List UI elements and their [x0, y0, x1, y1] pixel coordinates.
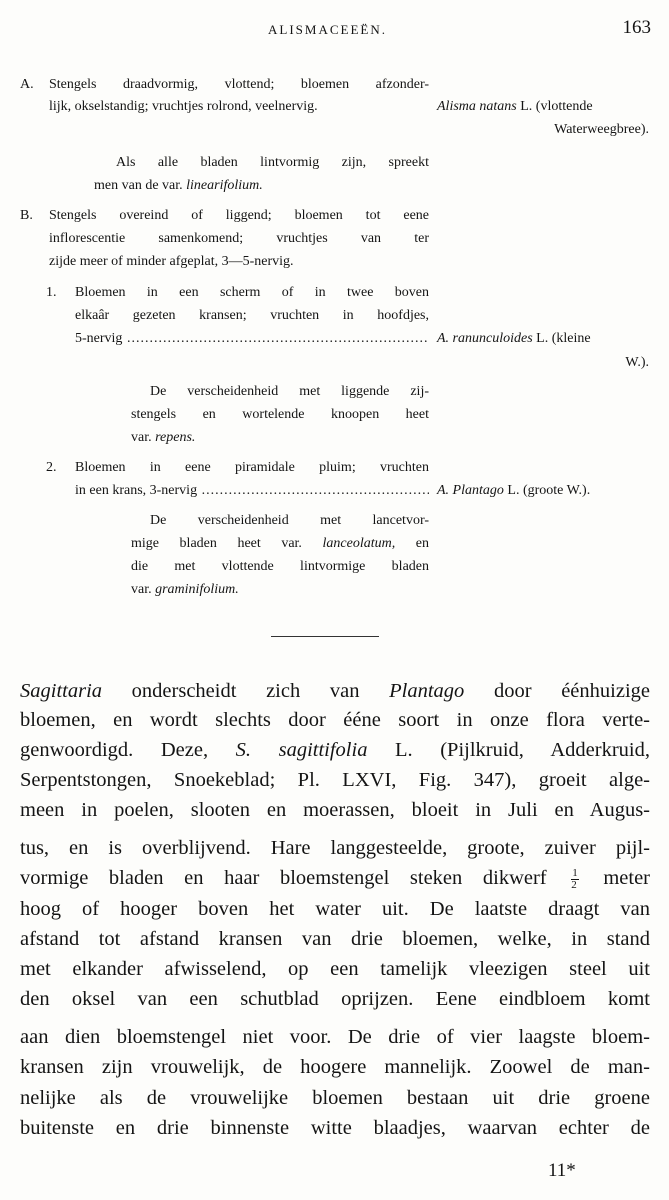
section-divider — [271, 636, 379, 637]
variety-note: Als alle bladen lintvormig zijn, spreekt — [116, 155, 429, 170]
key-b2-line-leader: in een krans, 3-nervig ..... — [75, 480, 429, 501]
key-b1-line: elkaâr gezeten kransen; vruchten in hoofdjes, — [75, 308, 429, 323]
key-b1-line-leader: 5-nervig ..... — [75, 328, 429, 349]
body-line: kransen zijn vrouwelijk, de hoogere mannelijk. Zoowel de man- — [20, 1056, 650, 1078]
body-line: tus, en is overblijvend. Hare langgesteelde, groote, zuiver pijl- — [20, 837, 650, 859]
variety-note: De verscheidenheid met liggende zij- — [150, 384, 429, 399]
page-number: 163 — [622, 17, 651, 38]
key-b1-line: Bloemen in een scherm of in twee boven — [75, 285, 429, 300]
body-line: meen in poelen, slooten en moerassen, bloeit in Juli en Augus- — [20, 799, 650, 821]
key-b-line: inflorescentie samenkomend; vruchtjes van ter — [49, 231, 429, 246]
body-line: Sagittaria onderscheidt zich van Plantago door éénhuizige — [20, 680, 650, 702]
variety-note: men van de var. linearifolium. — [94, 178, 263, 193]
body-line: genwoordigd. Deze, S. sagittifolia L. (Pijlkruid, Adderkruid, — [20, 739, 650, 761]
variety-note: die met vlottende lintvormige bladen — [131, 559, 429, 574]
body-line: den oksel van een schutblad oprijzen. Eene eindbloem komt — [20, 988, 650, 1010]
species-common-name: W.). — [625, 355, 649, 370]
key-b-line: Stengels overeind of liggend; bloemen tot eene — [49, 208, 429, 223]
species-alisma-plantago: A. Plantago L. (groote W.). — [437, 483, 591, 498]
key-a-line: lijk, okselstandig; vruchtjes rolrond, veelnervig. — [49, 99, 318, 114]
body-line: bloemen, en wordt slechts door ééne soort in onze flora verte- — [20, 709, 650, 731]
body-line: met elkander afwisselend, op een tamelijk vleezigen steel uit — [20, 958, 650, 980]
body-line: Serpentstongen, Snoekeblad; Pl. LXVI, Fig. 347), groeit alge- — [20, 769, 650, 791]
body-line: nelijke als de vrouwelijke bloemen bestaan uit drie groene — [20, 1087, 650, 1109]
running-head: ALISMACEEËN. — [268, 22, 387, 37]
body-line: hoog of hooger boven het water uit. De laatste draagt van — [20, 898, 650, 920]
variety-note: De verscheidenheid met lancetvor- — [150, 513, 429, 528]
key-label-a: A. — [20, 77, 34, 92]
species-alisma-ranunculoides: A. ranunculoides L. (kleine — [437, 331, 591, 346]
variety-note: var. repens. — [131, 430, 196, 445]
key-label-b2: 2. — [46, 460, 57, 475]
key-b2-line: Bloemen in eene piramidale pluim; vruchten — [75, 460, 429, 475]
signature-mark: 11* — [548, 1160, 576, 1181]
species-common-name: Waterweegbree). — [554, 122, 649, 137]
body-line: aan dien bloemstengel niet voor. De drie of vier laagste bloem- — [20, 1026, 650, 1048]
body-line: buitenste en drie binnenste witte blaadjes, waarvan echter de — [20, 1117, 650, 1139]
body-line: vormige bladen en haar bloemstengel steken dikwerf $\frac{1}{2}$ meter — [20, 866, 651, 891]
key-a-line: Stengels draadvormig, vlottend; bloemen afzonder- — [49, 77, 429, 92]
fraction-one-half: $\frac{1}{2}$ — [571, 866, 578, 891]
species-alisma-natans: Alisma natans L. (vlottende — [437, 99, 593, 114]
key-b-line: zijde meer of minder afgeplat, 3—5-nervig. — [49, 254, 294, 269]
variety-note: mige bladen heet var. lanceolatum, en — [131, 536, 429, 551]
variety-note: stengels en wortelende knoopen heet — [131, 407, 429, 422]
key-label-b1: 1. — [46, 285, 57, 300]
variety-note: var. graminifolium. — [131, 582, 239, 597]
body-line: afstand tot afstand kransen van drie bloemen, welke, in stand — [20, 928, 650, 950]
key-label-b: B. — [20, 208, 33, 223]
